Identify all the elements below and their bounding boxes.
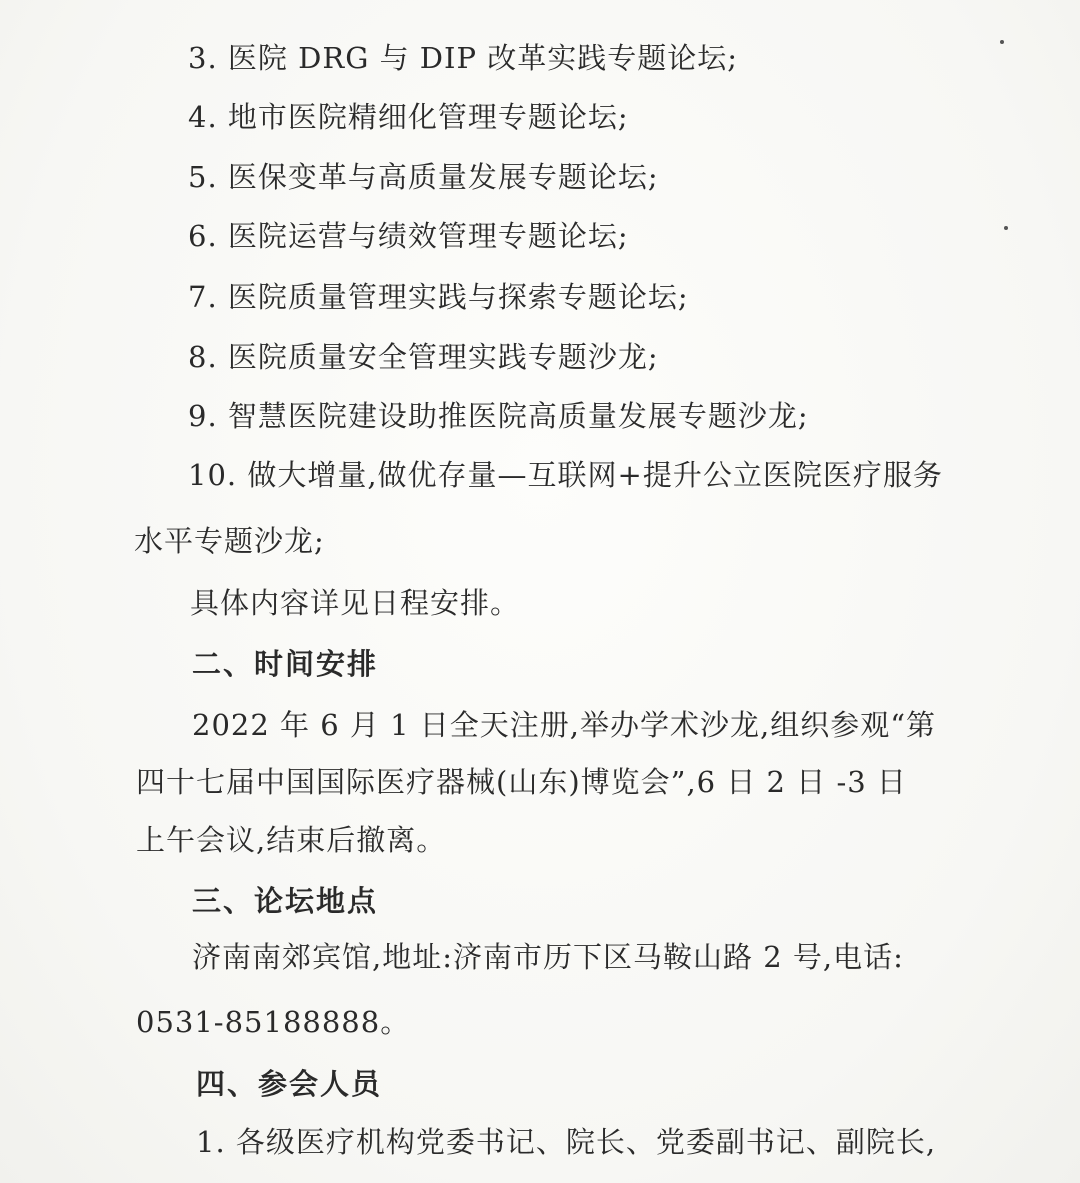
section-heading-venue: 三、论坛地点	[192, 884, 379, 918]
section-heading-schedule: 二、时间安排	[192, 647, 379, 681]
schedule-paragraph-line: 四十七届中国国际医疗器械(山东)博览会”,6 日 2 日 -3 日	[136, 765, 907, 799]
schedule-paragraph-line: 2022 年 6 月 1 日全天注册,举办学术沙龙,组织参观“第	[192, 708, 937, 742]
scan-speck	[1004, 226, 1008, 230]
attendee-item-1: 1. 各级医疗机构党委书记、院长、党委副书记、副院长,	[196, 1125, 937, 1159]
list-item-3: 3. 医院 DRG 与 DIP 改革实践专题论坛;	[188, 41, 739, 75]
list-item-5: 5. 医保变革与高质量发展专题论坛;	[188, 160, 659, 194]
list-item-7: 7. 医院质量管理实践与探索专题论坛;	[188, 280, 689, 314]
section-heading-attendees: 四、参会人员	[196, 1067, 383, 1101]
schedule-paragraph-line: 上午会议,结束后撤离。	[136, 823, 447, 857]
scan-speck	[1000, 40, 1004, 44]
list-item-10: 10. 做大增量,做优存量—互联网+提升公立医院医疗服务	[188, 458, 943, 492]
list-item-6: 6. 医院运营与绩效管理专题论坛;	[188, 219, 629, 253]
detail-note: 具体内容详见日程安排。	[190, 586, 521, 620]
list-item-10-continued: 水平专题沙龙;	[134, 524, 325, 558]
list-item-8: 8. 医院质量安全管理实践专题沙龙;	[188, 340, 659, 374]
list-item-4: 4. 地市医院精细化管理专题论坛;	[188, 100, 629, 134]
venue-paragraph-line: 济南南郊宾馆,地址:济南市历下区马鞍山路 2 号,电话:	[192, 940, 904, 974]
venue-phone: 0531-85188888。	[136, 1005, 411, 1039]
list-item-9: 9. 智慧医院建设助推医院高质量发展专题沙龙;	[188, 399, 809, 433]
